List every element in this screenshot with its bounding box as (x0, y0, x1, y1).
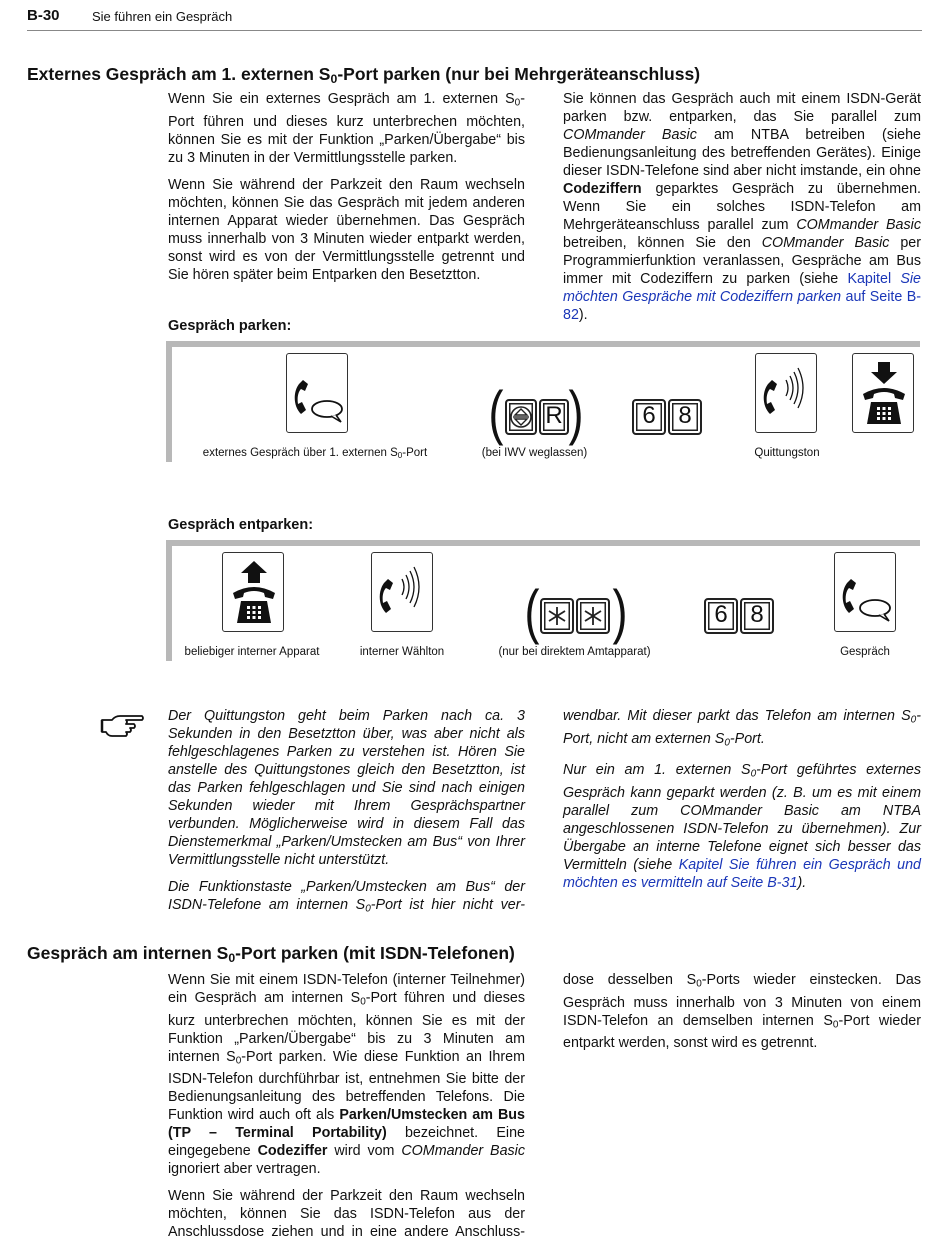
paren-close-2: ) (612, 578, 628, 645)
handset-dialtone-icon (371, 552, 433, 632)
note-paragraph-3: wendbar. Mit dieser parkt das Telefon am internen $S_0$-Port, nicht am externen $S_0$-Port. (563, 708, 921, 748)
section2-left-column (168, 971, 525, 1250)
note-paragraph-4: Nur ein am 1. externen $S_0$-Port geführtes externes Gespräch kann geparkt werden (z. B. um es mit einem parallel zum COMmander Basic am NTBA angeschlossenen ISDN-Telefon zu übernehmen). Zur Übergabe an interne Telefone eignet sich besser das Vermitteln (siehe Kapitel Sie führen ein Gespräch und möchten es vermitteln auf Seite B-31). (563, 762, 922, 891)
digit-key-6: 6 (632, 399, 666, 435)
section2-paragraph-3: dose desselben $S_0$-Ports wieder einstecken. Das Gespräch muss innerhalb von 3 Minuten von einem ISDN-Telefon an demselben internen $S_0$-Port wieder entparkt werden, sonst wird es getrennt. (563, 972, 921, 1051)
digit-key-8: 8 (668, 399, 702, 435)
star-key-2 (576, 598, 610, 634)
link-vermitteln[interactable]: Kapitel Sie führen ein Gespräch und möchten es vermitteln auf Seite B-31 (563, 856, 921, 891)
star-key-1 (540, 598, 574, 634)
section-title-internal-park: Gespräch am internen $S_0$-Port parken (mit ISDN-Telefonen) (27, 943, 515, 966)
park-diagram (166, 341, 920, 462)
unpark-heading: Gespräch entparken: (168, 517, 314, 533)
paren-open-2: ( (524, 578, 540, 645)
label-direct-line: (nur bei direktem Amtapparat) (498, 646, 651, 658)
note-paragraph-1: Der Quittungston geht beim Parken nach ca. 3 Sekunden in den Besetztton über, was aber nicht als fehlgeschlagenes Parken zu verstehen ist. Hören Sie anstelle des Quittungstones gleich den Besetztton, ist das Parken fehlgeschlagen und Sie sind nach einigen Sekunden wieder mit Ihrem Gesprächspartner verbunden. Möglicherweise wird in diesem Fall das Dienstemerkmal „Parken/Umstecken am Bus“ von Ihrer Vermittlungsstelle nicht unterstützt. (168, 708, 525, 868)
label-confirm-tone: Quittungston (754, 447, 820, 459)
section-title-external-park: Externes Gespräch am 1. externen $S_0$-Port parken (nur bei Mehrgeräteanschluss) (27, 64, 701, 87)
handset-speech-icon (286, 353, 348, 433)
label-external-call: externes Gespräch über 1. externen $S_0$-Port (202, 447, 428, 460)
paren-close: ) (568, 379, 584, 446)
note-left-column (168, 707, 525, 928)
label-conversation: Gespräch (840, 646, 890, 658)
pointing-hand-icon (100, 712, 146, 738)
label-internal-dialtone: interner Wählton (359, 646, 445, 658)
label-iwv: (bei IWV weglassen) (481, 447, 588, 459)
section1-paragraph-2: Wenn Sie während der Parkzeit den Raum wechseln möchten, können Sie das Gespräch mit jedem anderen internen Apparat wieder übernehmen. Das Gespräch muss innerhalb von 3 Minuten wieder entparkt werden, sonst wird es von der Vermittlungsstelle getrennt und Sie hören später beim Entparken den Besetztton. (168, 176, 525, 283)
header-rule (27, 30, 922, 31)
link-codeziffern-parken[interactable]: Kapitel Sie möchten Gespräche mit Codeziffern parken auf Seite B-82 (563, 271, 921, 323)
phone-lift-icon (222, 552, 284, 632)
flash-key-icon (505, 399, 537, 435)
section2-right-column (563, 971, 921, 1061)
park-heading: Gespräch parken: (168, 318, 292, 334)
note-paragraph-2: Die Funktionstaste „Parken/Umstecken am Bus“ der ISDN-Telefone am internen $S_0$-Port ist hier nicht ver- (168, 879, 525, 915)
section1-right-paragraph: Sie können das Gespräch auch mit einem ISDN-Gerät parken bzw. entparken, das Sie parallel zum COMmander Basic am NTBA betreiben (siehe Bedienungsanleitung des betreffenden Gerätes). Einige dieser ISDN-Telefone sind aber nicht imstande, ein ohne Codeziffern geparktes Gespräch zu übernehmen. Wenn Sie ein solches ISDN-Telefon am Mehrgeräteanschluss parallel zum COMmander Basic betreiben, können Sie den COMmander Basic per Programmierfunktion veranlassen, Gespräche am Bus immer mit Codeziffern zu parken (siehe Kapitel Sie möchten Gespräche mit Codeziffern parken auf Seite B-82). (563, 91, 922, 323)
label-any-internal: beliebiger interner Apparat (184, 646, 320, 658)
phone-hangup-icon (852, 353, 914, 433)
handset-tone-icon (755, 353, 817, 433)
unpark-diagram (166, 540, 920, 661)
r-key: R (539, 399, 569, 435)
handset-call-icon (834, 552, 896, 632)
section1-left-column (168, 90, 525, 293)
paren-open: ( (488, 379, 504, 446)
page-number: B-30 (27, 7, 60, 24)
digit-key-8b: 8 (740, 598, 774, 634)
section2-paragraph-1: Wenn Sie mit einem ISDN-Telefon (interner Teilnehmer) ein Gespräch am internen $S_0$-Port führen und dieses kurz unterbrechen möchten, können Sie es mit der Funktion „Parken/Übergabe“ bis zu 3 Minuten am internen $S_0$-Port parken. Wie diese Funktion an Ihrem ISDN-Telefon durchführbar ist, entnehmen Sie bitte der Bedienungsanleitung des betreffenden Telefons. Die Funktion wird auch oft als Parken/Umstecken am Bus (TP – Terminal Portability) bezeichnet. Eine eingegebene Codeziffer wird vom COMmander Basic ignoriert aber vertragen. (168, 972, 526, 1177)
note-right-column (563, 707, 921, 901)
section1-paragraph-1: Wenn Sie ein externes Gespräch am 1. externen $S_0$-Port führen und dieses kurz unterbrechen möchten, können Sie es mit der Funktion „Parken/Übergabe“ bis zu 3 Minuten in der Vermittlungsstelle parken. (168, 91, 525, 166)
section1-right-column (563, 90, 921, 333)
section2-paragraph-2: Wenn Sie während der Parkzeit den Raum wechseln möchten, können Sie das ISDN-Telefon aus der Anschlussdose ziehen und in eine andere Anschluss- (168, 1188, 525, 1240)
chapter-title: Sie führen ein Gespräch (92, 9, 233, 24)
digit-key-6b: 6 (704, 598, 738, 634)
